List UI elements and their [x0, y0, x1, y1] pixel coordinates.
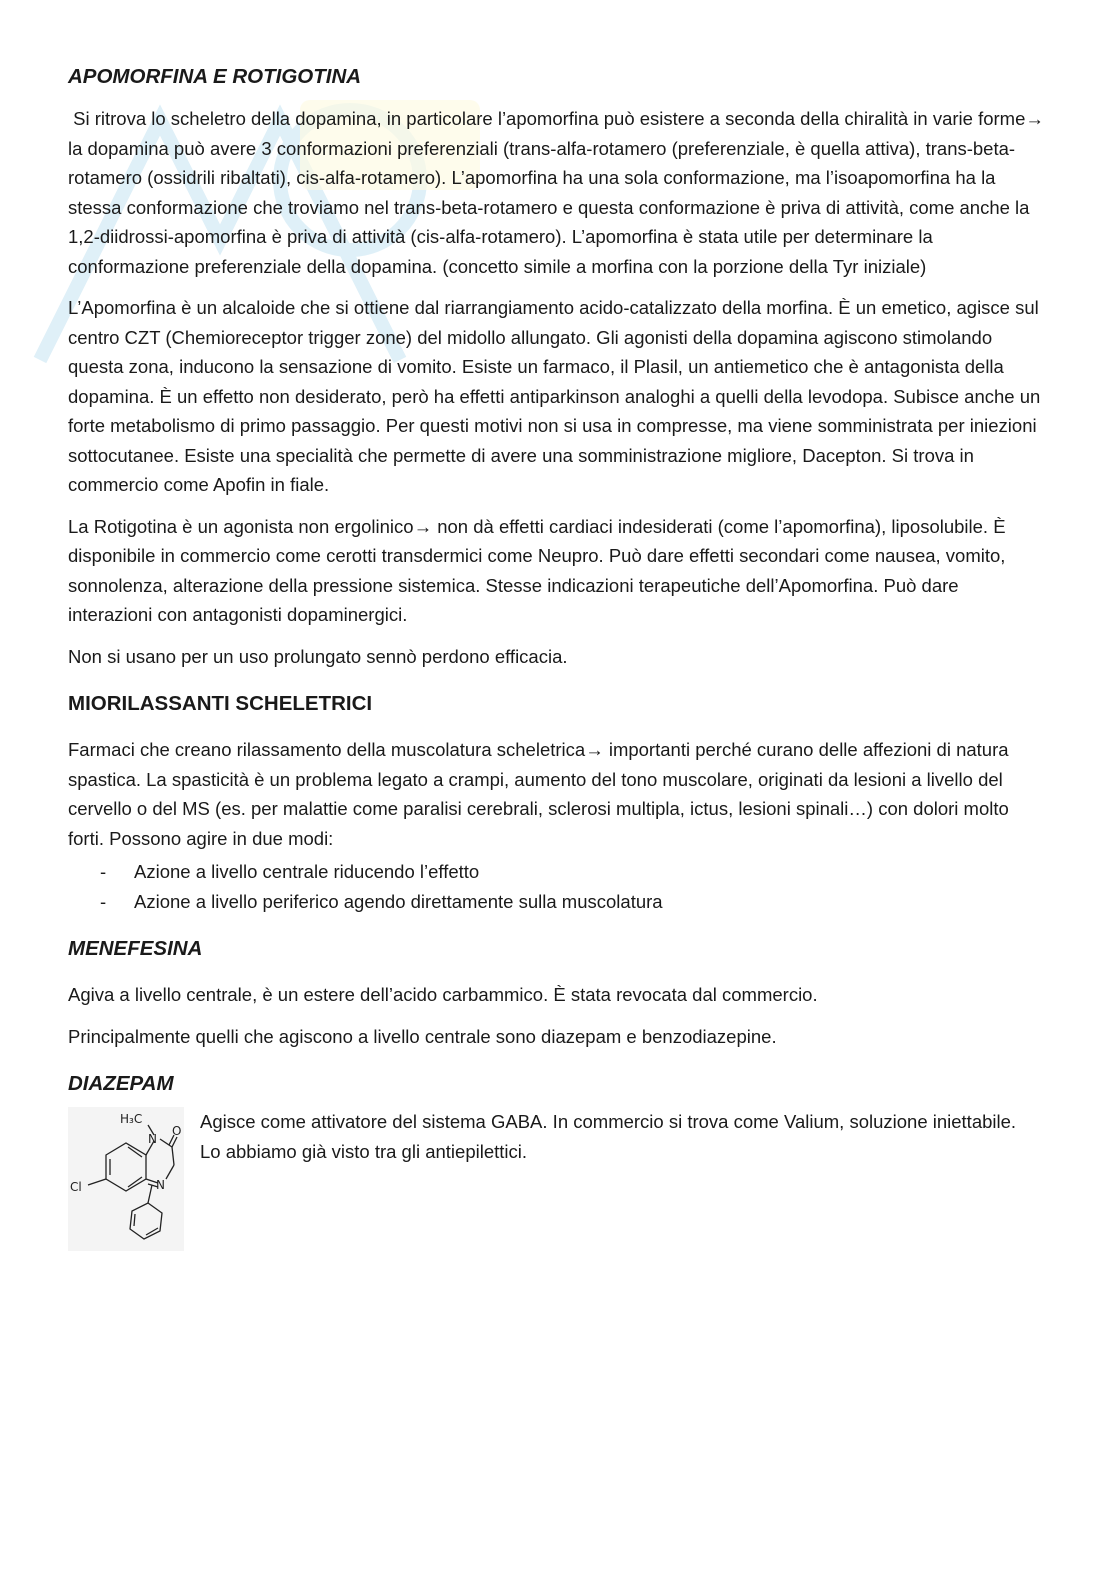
nitrogen-label: N	[148, 1132, 157, 1146]
document-page	[68, 64, 1048, 1251]
list-item: - Azione a livello periferico agendo direttamente sulla muscolatura	[100, 890, 663, 912]
nitrogen-label: N	[156, 1178, 165, 1192]
paragraph: L’Apomorfina è un alcaloide che si ottiene dal riarrangiamento acido-catalizzato della morfina. È un emetico, agisce sul centro CZT (Chemioreceptor trigger zone) del midollo allungato. Gli agonisti della dopamina agiscono stimolando questa zona, inducono la sensazione di vomito. Esiste un farmaco, il Plasil, un antiemetico che è antagonista della dopamina. È un effetto non desiderato, però ha effetti antiparkinson analoghi a quelli della levodopa. Subisce anche un forte metabolismo di primo passaggio. Per questi motivi non si usa in compresse, ma viene somministrata per iniezioni sottocutanee. Esiste una specialità che permette di avere una somministrazione migliore, Dacepton. Si trova in commercio come Apofin in fiale.	[68, 297, 1041, 495]
paragraph: Si ritrova lo scheletro della dopamina, in particolare l’apomorfina può esistere a seconda della chiralità in varie forme→ la dopamina può avere 3 conformazioni preferenziali (trans-alfa-rotamero (preferenziale, è quella attiva), trans-beta-rotamero (ossidrili ribaltati), cis-alfa-rotamero). L’apomorfina ha una sola conformazione, ma l’isoapomorfina ha la stessa conformazione che troviamo nel trans-beta-rotamero e questa conformazione è priva di attività, come anche la 1,2-diidrossi-apomorfina è priva di attività (cis-alfa-rotamero). L’apomorfina è stata utile per determinare la conformazione preferenziale della dopamina. (concetto simile a morfina con la porzione della Tyr iniziale)	[68, 108, 1049, 277]
paragraph: Farmaci che creano rilassamento della muscolatura scheletrica→ importanti perché curano delle affezioni di natura spastica. La spasticità è un problema legato a crampi, aumento del tono muscolare, originati da lesioni a livello del cervello o del MS (es. per malattie come paralisi cerebrali, sclerosi multipla, ictus, lesioni spinali…) con dolori molto forti. Possono agire in due modi:	[68, 739, 1009, 849]
paragraph: Principalmente quelli che agiscono a livello centrale sono diazepam e benzodiazepine.	[68, 1025, 777, 1047]
paragraph: Agiva a livello centrale, è un estere dell’acido carbammico. È stata revocata dal commercio.	[68, 984, 818, 1005]
diazepam-structure-image	[68, 1107, 184, 1251]
section-title-diazepam: DIAZEPAM	[68, 1072, 174, 1095]
paragraph: Non si usano per un uso prolungato sennò perdono efficacia.	[68, 645, 568, 667]
list-item: - Azione a livello centrale riducendo l’effetto	[100, 861, 480, 882]
oxygen-label: O	[172, 1124, 182, 1138]
paragraph: Agisce come attivatore del sistema GABA. In commercio si trova come Valium, soluzione iniettabile. Lo abbiamo già visto tra gli antiepilettici.	[200, 1111, 1017, 1162]
paragraph: La Rotigotina è un agonista non ergolinico→ non dà effetti cardiaci indesiderati (come l’apomorfina), liposolubile. È disponibile in commercio come cerotti transdermici come Neupro. Può dare effetti secondari come nausea, vomito, sonnolenza, alterazione della pressione sistemica. Stesse indicazioni terapeutiche dell’Apomorfina. Può dare interazioni con antagonisti dopaminergici.	[68, 515, 1006, 625]
chlorine-label: Cl	[70, 1180, 82, 1194]
section-title-menefesina: MENEFESINA	[68, 937, 203, 960]
section-title-apomorfina: APOMORFINA E ROTIGOTINA	[68, 65, 362, 88]
bullet-list	[68, 857, 1048, 916]
methyl-label: H₃C	[120, 1112, 143, 1126]
section-title-miorilassanti: MIORILASSANTI SCHELETRICI	[68, 692, 373, 715]
